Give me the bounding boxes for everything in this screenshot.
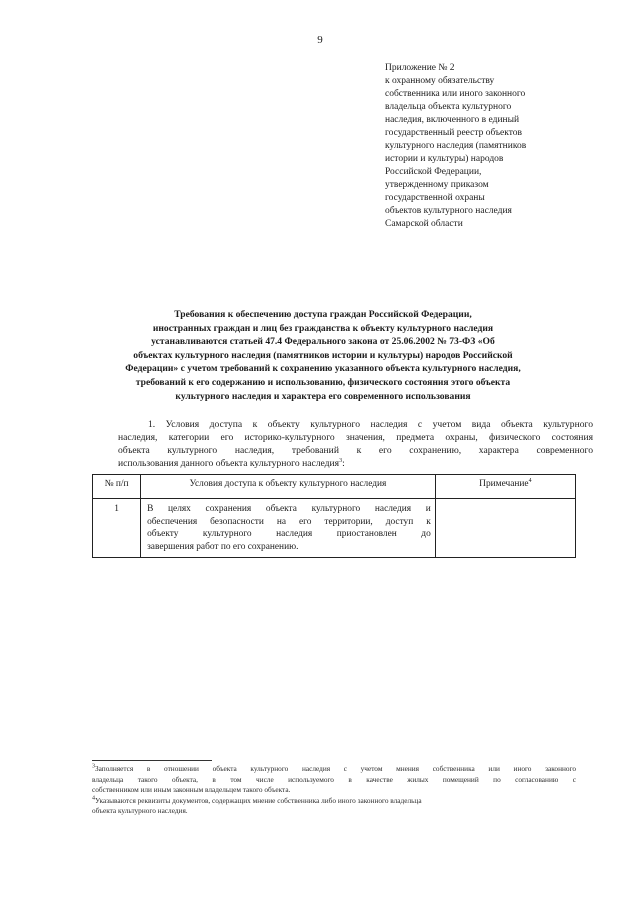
access-conditions-table — [92, 474, 576, 558]
heading-line: объектах культурного наследия (памятников истории и культуры) народов Российской — [133, 349, 513, 361]
footnote-ref-3: 3 — [339, 457, 343, 464]
footnotes — [92, 764, 576, 817]
footnote-text: Заполняется в отношении объекта культурного наследия с учетом мнения собственника или иного законного — [95, 764, 576, 773]
table-row — [93, 499, 576, 558]
table-header-row — [93, 475, 576, 499]
appendix-line: Самарской области — [385, 219, 463, 229]
paragraph-colon: : — [342, 458, 345, 469]
heading-line: Федерации» с учетом требований к сохранению указанного объекта культурного наследия, — [125, 363, 521, 375]
paragraph-line: объекта культурного наследия, требований к его сохранению, характера современного — [118, 445, 593, 456]
appendix-line: объектов культурного наследия — [385, 206, 512, 216]
footnote-marker-3: 3 — [92, 763, 95, 770]
document-heading — [96, 308, 550, 403]
appendix-line: Российской Федерации, — [385, 167, 482, 177]
footnote-line — [92, 796, 576, 807]
appendix-line: государственный реестр объектов — [385, 128, 522, 138]
header-conditions: Условия доступа к объекту культурного наследия — [141, 475, 436, 499]
cell-num: 1 — [93, 499, 141, 558]
header-num: № п/п — [93, 475, 141, 499]
appendix-line: культурного наследия (памятников — [385, 141, 527, 151]
cell-line: обеспечения безопасности на его территории, доступ к — [147, 516, 431, 527]
cell-line: объекту культурного наследия приостановлен до — [147, 529, 431, 539]
appendix-line: владельца объекта культурного — [385, 102, 512, 112]
heading-line: требований к его содержанию и использованию, физического состояния этого объекта — [135, 376, 511, 388]
paragraph-line: 1. Условия доступа к объекту культурного наследия с учетом вида объекта культурного — [148, 419, 593, 430]
paragraph-last-line — [118, 457, 593, 470]
header-note-label: Примечание — [479, 479, 529, 489]
appendix-line: государственной охраны — [385, 193, 485, 203]
paragraph-line: использования данного объекта культурного наследия — [118, 458, 340, 469]
header-note — [435, 475, 575, 499]
footnote-line: собственником или иным законным владельцем такого объекта. — [92, 785, 291, 794]
cell-line: В целях сохранения объекта культурного наследия и — [147, 504, 431, 514]
paragraph-line: наследия, категории его историко-культурного значения, предмета охраны, физического состояния — [118, 432, 593, 443]
footnote-text: Указываются реквизиты документов, содержащих мнение собственника либо иного законного владельца — [95, 795, 422, 805]
footnote-ref-4: 4 — [528, 477, 532, 484]
footnote-marker-4: 4 — [92, 795, 95, 802]
heading-line: Требования к обеспечению доступа граждан Российской Федерации, — [174, 309, 472, 320]
appendix-line: утвержденному приказом — [385, 180, 489, 190]
appendix-line: истории и культуры) народов — [385, 154, 504, 164]
appendix-line: к охранному обязательству — [385, 76, 495, 86]
footnote-line: владельца такого объекта, в том числе используемого в качестве жилых помещений по согласованию с — [92, 774, 576, 784]
heading-line: устанавливаются статьей 47.4 Федерального закона от 25.06.2002 № 73-ФЗ «Об — [151, 336, 495, 348]
appendix-line: собственника или иного законного — [385, 89, 526, 99]
footnote-line: объекта культурного наследия. — [92, 806, 188, 815]
footnote-line — [92, 764, 576, 775]
appendix-block — [385, 62, 585, 231]
access-conditions-paragraph — [118, 418, 593, 470]
cell-line: завершения работ по его сохранению. — [147, 541, 299, 552]
footnote-separator — [92, 760, 212, 761]
heading-line: иностранных граждан и лиц без гражданства к объекту культурного наследия — [152, 322, 494, 334]
page-number: 9 — [317, 34, 323, 46]
cell-conditions — [141, 499, 436, 558]
appendix-line: наследия, включенного в единый — [385, 115, 520, 125]
appendix-line: Приложение № 2 — [385, 63, 455, 73]
heading-line: культурного наследия и характера его современного использования — [175, 390, 471, 402]
cell-note — [435, 499, 575, 558]
